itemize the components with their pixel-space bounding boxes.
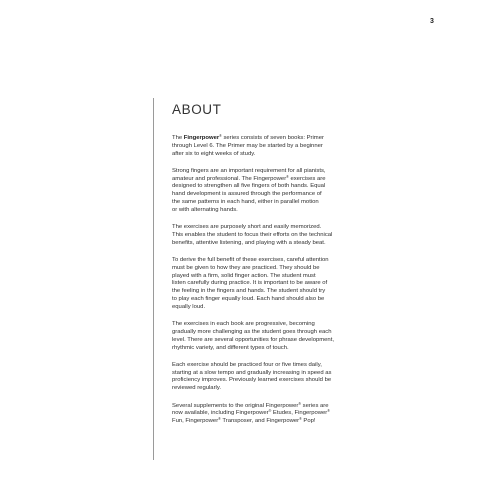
text-run: The exercises are purposely short and easily memorized. [172,224,322,231]
text-run: equally loud. [172,303,206,310]
text-run: Fun, Fingerpower [172,418,219,425]
text-run: the same patterns in each hand, either in parallel motion [172,199,319,206]
text-run: Each exercise should be practiced four or five times daily, [172,361,322,368]
text-line [172,199,410,207]
text-run: amateur and professional. The Fingerpower [172,175,287,182]
text-line [172,410,410,418]
text-line [172,280,410,288]
page-number: 3 [430,18,434,25]
text-run: after six to eight weeks of study. [172,150,256,157]
text-run: to play each finger equally loud. Each hand should also be [172,296,325,303]
text-run: must be given to how they are practiced. They should be [172,264,320,271]
registered-mark: ® [218,417,221,422]
brand-name: Fingerpower [183,135,220,141]
text-line [172,176,410,184]
vertical-rule [153,98,154,460]
section-heading: ABOUT [172,102,222,117]
text-line [172,385,410,393]
registered-mark: ® [268,409,272,414]
registered-mark: ® [327,409,330,414]
text-run: Etudes, Fingerpower [271,410,328,417]
text-line [172,362,410,370]
text-run: listen carefully during practice. It is important to be aware of [172,280,328,287]
paragraph [172,362,410,393]
text-line [172,265,410,273]
text-run: Pop! [301,418,316,425]
text-line [172,418,410,426]
text-run: or with alternating hands. [172,206,238,213]
text-run: The exercises in each book are progressive, becoming [172,321,315,328]
paragraph [172,135,410,158]
paragraph [172,168,410,215]
text-line [172,191,410,199]
text-line [172,288,410,296]
text-line [172,151,410,159]
text-line [172,135,410,143]
text-run: Several supplements to the original Fingerpower [172,402,299,409]
registered-mark: ® [286,174,289,179]
text-line [172,183,410,191]
text-line [172,345,410,353]
registered-mark: ® [298,401,302,406]
text-run: reviewed regularly. [172,385,221,392]
text-line [172,232,410,240]
text-line [172,377,410,385]
paragraph [172,321,410,352]
text-run: the feeling in the fingers and hands. The student should try [172,288,326,295]
text-run: level. There are several opportunities for phrase development, [172,336,334,343]
text-run: benefits, attentive listening, and playing with a steady beat. [172,239,326,246]
registered-mark: ® [219,134,222,138]
text-line [172,296,410,304]
text-run: Transposer, and Fingerpower [220,418,300,425]
text-run: rhythmic variety, and different types of touch. [172,344,289,351]
text-run: series consists of seven books: Primer [221,135,324,141]
paragraph [172,257,410,312]
paragraph [172,403,410,426]
text-run: designed to strengthen all five fingers of both hands. Equal [172,183,326,190]
text-run: starting at a slow tempo and gradually increasing in speed as [172,369,332,376]
text-run: hand development is assured through the performance of [172,191,322,198]
text-run: The [172,135,184,141]
text-line [172,329,410,337]
text-run: To derive the full benefit of these exercises, careful attention [172,257,329,264]
text-line [172,257,410,265]
text-run: played with a firm, solid finger action. The student must [172,272,316,279]
text-run: This enables the student to focus their efforts on the technical [172,231,333,238]
text-line [172,224,410,232]
text-line [172,273,410,281]
text-line [172,207,410,215]
body-text [172,135,410,426]
text-run: series are [301,402,329,409]
text-run: proficiency improves. Previously learned exercises should be [172,377,332,384]
text-run: Strong fingers are an important requirement for all pianists, [172,167,326,174]
text-line [172,321,410,329]
text-run: exercises are [288,175,326,182]
registered-mark: ® [299,417,302,422]
text-run: through Level 6. The Primer may be started by a beginner [172,142,323,149]
text-line [172,304,410,312]
text-run: gradually more challenging as the student goes through each [172,328,332,335]
text-line [172,337,410,345]
text-line [172,168,410,176]
text-line [172,143,410,151]
paragraph [172,224,410,247]
text-line [172,370,410,378]
text-run: now available, including Fingerpower [172,410,269,417]
about-section [172,102,410,435]
text-line [172,240,410,248]
